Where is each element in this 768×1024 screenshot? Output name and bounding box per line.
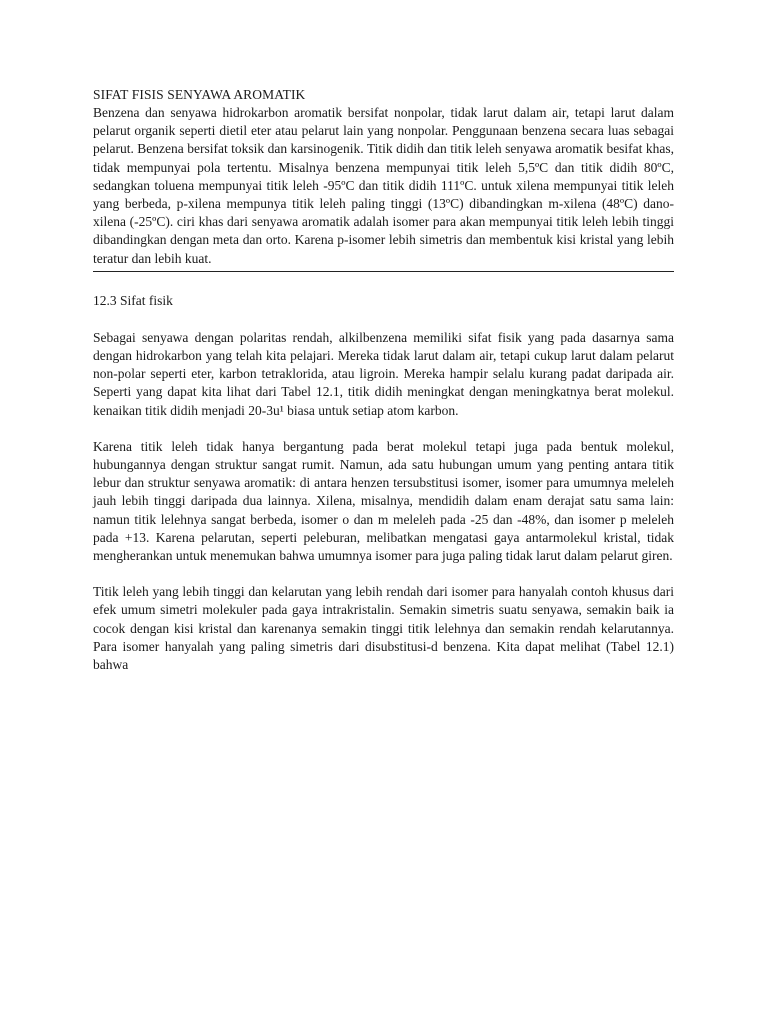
body-paragraph-2: Karena titik leleh tidak hanya bergantung pada berat molekul tetapi juga pada bentuk molekul, hubungannya dengan struktur sangat rumit. Namun, ada satu hubungan umum yang penting antara titik lebur dan struktur senyawa aromatik: di antara henzen tersubstitusi isomer, isomer para umumnya meleleh jauh lebih tinggi daripada dua lainnya. Xilena, misalnya, mendidih dalam enam derajat satu sama lain: namun titik lelehnya sangat berbeda, isomer o dan m meleleh pada -25 dan -48%, dan isomer p meleleh pada +13. Karena pelarutan, seperti peleburan, melibatkan mengatasi gaya antarmolekul kristal, tidak mengherankan untuk menemukan bahwa umumnya isomer para juga paling tidak larut dalam pelarut giren. — [93, 438, 674, 564]
section-title: SIFAT FISIS SENYAWA AROMATIK — [93, 87, 306, 102]
body-paragraph-3: Titik leleh yang lebih tinggi dan kelarutan yang lebih rendah dari isomer para hanyalah contoh khusus dari efek umum simetri molekuler pada gaya intrakristalin. Semakin simetris suatu senyawa, semakin baik ia cocok dengan kisi kristal dan karenanya semakin tinggi titik lelehnya dan semakin rendah kelarutannya. Para isomer hanyalah yang paling simetris dari disubstitusi-d benzena. Kita dapat melihat (Tabel 12.1) bahwa — [93, 584, 674, 673]
subsection-heading: 12.3 Sifat fisik — [93, 292, 173, 308]
horizontal-divider — [93, 271, 674, 272]
document-page — [93, 86, 674, 674]
intro-paragraph: Benzena dan senyawa hidrokarbon aromatik bersifat nonpolar, tidak larut dalam air, tetapi larut dalam pelarut organik seperti dietil eter atau pelarut lain yang nonpolar. Penggunaan benzena secara luas sebagai pelarut. Benzena bersifat toksik dan karsinogenik. Titik didih dan titik leleh senyawa aromatik besifat khas, tidak mempunyai pola tertentu. Misalnya benzena mempunyai titik leleh 5,5ºC dan titik didih 80ºC, sedangkan toluena mempunyai titik leleh -95ºC dan titik didih 111ºC. untuk xilena mempunyai titik leleh yang berbeda, p-xilena mempunya titik leleh paling tinggi (13ºC) dibandingkan m-xilena (48ºC) dano-xilena (-25ºC). ciri khas dari senyawa aromatik adalah isomer para akan mempunyai titik leleh lebih tinggi dibandingkan dengan meta dan orto. Karena p-isomer lebih simetris dan membentuk kisi kristal yang lebih teratur dan lebih kuat. — [93, 105, 674, 266]
body-paragraph-1: Sebagai senyawa dengan polaritas rendah, alkilbenzena memiliki sifat fisik yang pada dasarnya sama dengan hidrokarbon yang telah kita pelajari. Mereka tidak larut dalam air, tetapi cukup larut dalam pelarut non-polar seperti eter, karbon tetraklorida, atau ligroin. Mereka hampir selalu kurang padat daripada air. Seperti yang dapat kita lihat dari Tabel 12.1, titik didih meningkat dengan meningkatnya berat molekul. kenaikan titik didih menjadi 20-3u¹ biasa untuk setiap atom karbon. — [93, 329, 674, 418]
